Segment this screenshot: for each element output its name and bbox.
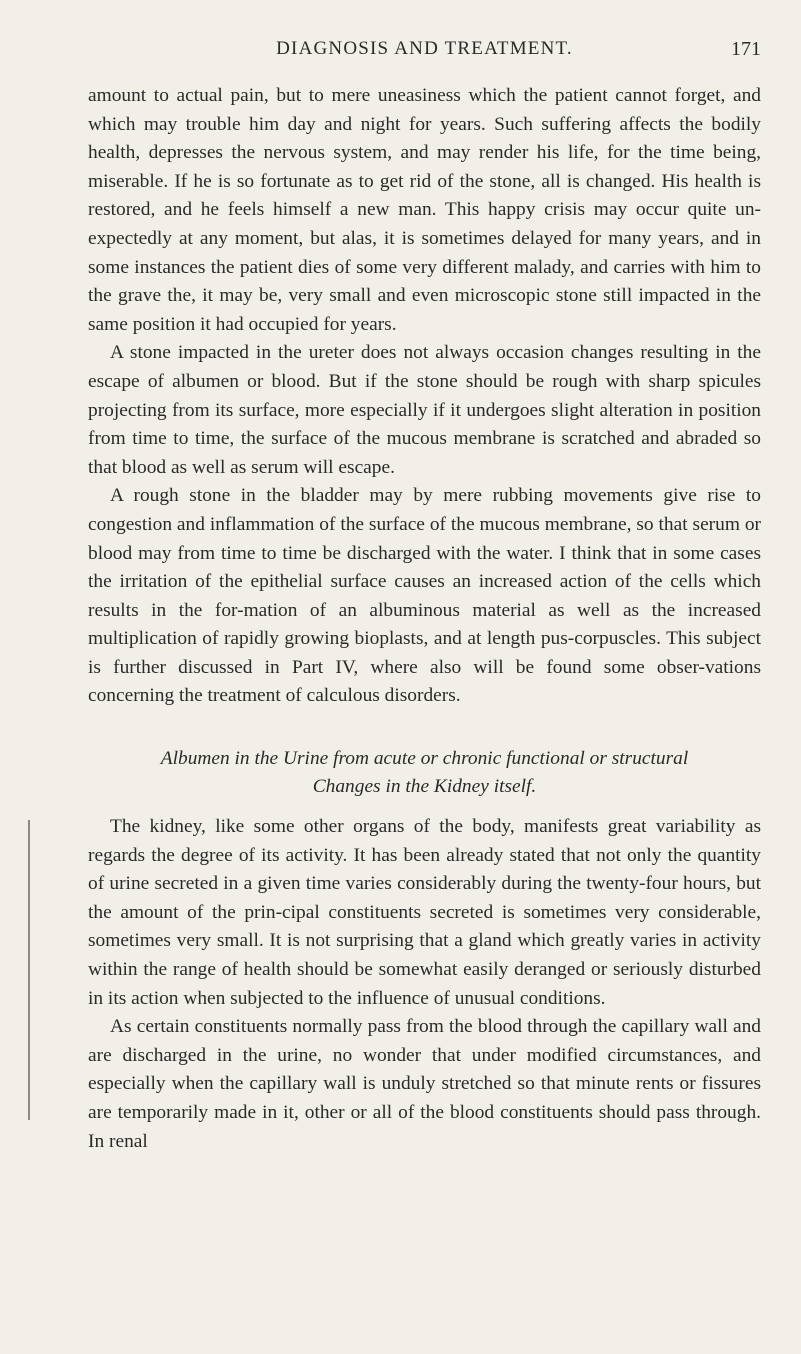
running-title: DIAGNOSIS AND TREATMENT. xyxy=(276,38,573,59)
paragraph-4: The kidney, like some other organs of the body, manifests great variability as regards the degree of its activity. It has been already stated that not only the quantity of urine secreted in a given time varies considerably during the twenty-four hours, but the amount of the prin-cipal constituents secreted is sometimes very considerable, sometimes very small. It is not surprising that a gland which greatly varies in activity within the range of health should be somewhat easily deranged or seriously disturbed in its action when subjected to the influence of unusual conditions. xyxy=(88,816,761,1009)
running-head xyxy=(88,38,761,68)
paragraph-2: A stone impacted in the ureter does not always occasion changes resulting in the escape of albumen or blood. But if the stone should be rough with sharp spicules projecting from its surface, more especially if it undergoes slight alteration in position from time to time, the surface of the mucous membrane is scratched and abraded so that blood as well as serum will escape. xyxy=(88,342,761,478)
subheading-line-1: Albumen in the Urine from acute or chronic functional or structural xyxy=(160,748,689,770)
body-text xyxy=(88,82,761,1156)
paragraph-3: A rough stone in the bladder may by mere rubbing movements give rise to congestion and inflammation of the surface of the mucous membrane, so that serum or blood may from time to time be discharged with the water. I think that in some cases the irritation of the epithelial surface causes an increased action of the cells which results in the for-mation of an albuminous material as well as the increased multiplication of rapidly growing bioplasts, and at length pus-corpuscles. This subject is further discussed in Part IV, where also will be found some obser-vations concerning the treatment of calculous disorders. xyxy=(88,485,761,707)
scan-margin-shadow xyxy=(28,820,30,1120)
subheading-line-2: Changes in the Kidney itself. xyxy=(312,776,537,798)
section-subheading xyxy=(88,745,761,801)
paragraph-5: As certain constituents normally pass from the blood through the capillary wall and are discharged in the urine, no wonder that under modified circumstances, and especially when the capillary wall is unduly stretched so that minute rents or fissures are temporarily made in it, other or all of the blood constituents should pass through. In renal xyxy=(88,1016,761,1152)
page-number: 171 xyxy=(731,38,761,60)
paragraph-1: amount to actual pain, but to mere uneasiness which the patient cannot forget, and which may trouble him day and night for years. Such suffering affects the bodily health, depresses the nervous system, and may render his life, for the time being, miserable. If he is so fortunate as to get rid of the stone, all is changed. His health is restored, and he feels himself a new man. This happy crisis may occur quite un-expectedly at any moment, but alas, it is sometimes delayed for many years, and in some instances the patient dies of some very different malady, and carries with him to the grave the, it may be, very small and even microscopic stone still impacted in the same position it had occupied for years. xyxy=(88,85,761,335)
